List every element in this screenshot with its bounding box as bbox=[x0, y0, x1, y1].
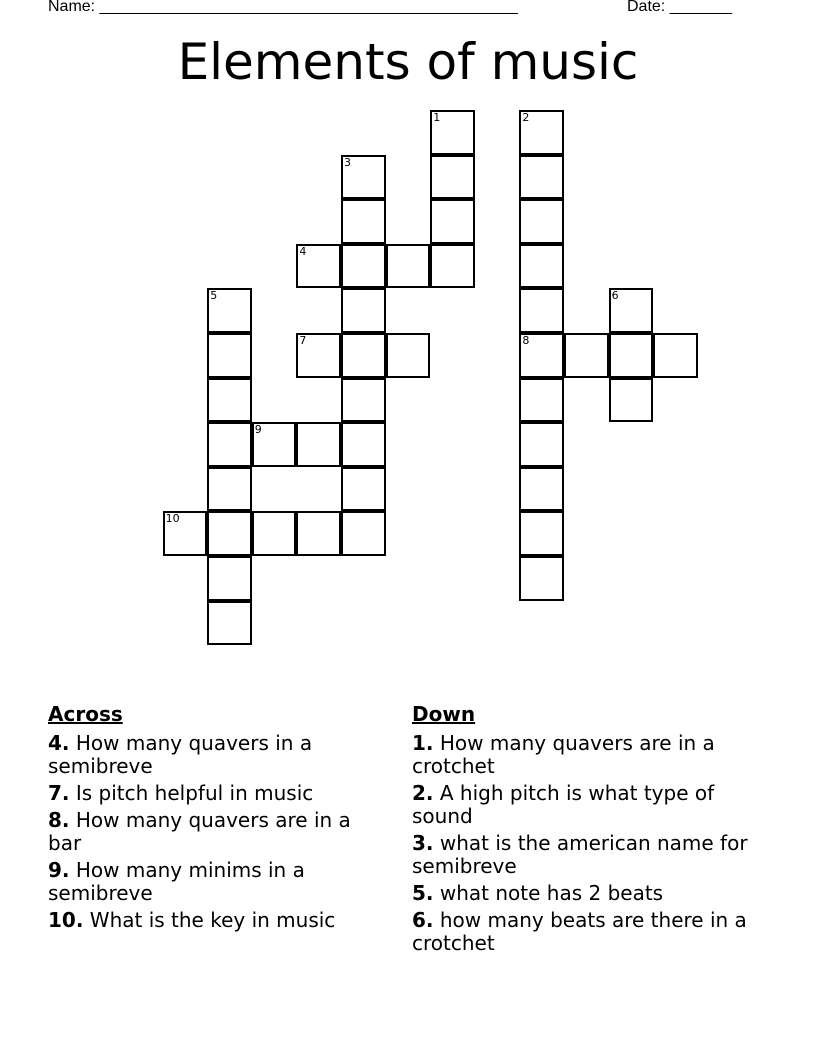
crossword-cell[interactable] bbox=[341, 422, 386, 467]
clue-text: How many quavers in a semibreve bbox=[48, 731, 313, 778]
clue-number: 7 bbox=[299, 334, 307, 347]
crossword-cell[interactable] bbox=[430, 199, 475, 244]
crossword-cell[interactable] bbox=[341, 199, 386, 244]
crossword-cell[interactable] bbox=[341, 378, 386, 423]
crossword-cell[interactable] bbox=[519, 556, 564, 601]
clue-number: 4. bbox=[48, 731, 70, 755]
crossword-cell[interactable] bbox=[519, 422, 564, 467]
clue-number: 7. bbox=[48, 781, 70, 805]
crossword-cell[interactable] bbox=[609, 333, 654, 378]
crossword-cell[interactable] bbox=[207, 333, 252, 378]
clue-text: What is the key in music bbox=[89, 908, 336, 932]
clue-text: How many quavers are in a crotchet bbox=[412, 731, 715, 778]
clue-text: what is the american name for semibreve bbox=[412, 831, 748, 878]
crossword-cell[interactable] bbox=[430, 244, 475, 289]
crossword-cell[interactable] bbox=[207, 422, 252, 467]
clue-text: A high pitch is what type of sound bbox=[412, 781, 715, 828]
across-clue bbox=[48, 732, 373, 778]
crossword-cell[interactable] bbox=[386, 244, 431, 289]
crossword-cell[interactable] bbox=[207, 601, 252, 646]
crossword-cell[interactable] bbox=[519, 155, 564, 200]
crossword-cell[interactable] bbox=[564, 333, 609, 378]
clue-text: How many minims in a semibreve bbox=[48, 858, 305, 905]
across-clue bbox=[48, 859, 373, 905]
crossword-cell[interactable] bbox=[341, 467, 386, 512]
crossword-cell[interactable] bbox=[609, 288, 654, 333]
crossword-cell[interactable] bbox=[341, 244, 386, 289]
across-clue bbox=[48, 809, 373, 855]
crossword-cell[interactable] bbox=[430, 155, 475, 200]
down-clue bbox=[412, 832, 757, 878]
clue-number: 4 bbox=[299, 244, 307, 258]
clue-text: how many beats are there in a crotchet bbox=[412, 908, 747, 955]
crossword-cell[interactable] bbox=[519, 244, 564, 289]
down-clue bbox=[412, 909, 757, 955]
clue-text: How many quavers are in a bar bbox=[48, 808, 351, 855]
crossword-cell[interactable] bbox=[341, 155, 386, 200]
crossword-cell[interactable] bbox=[296, 333, 341, 378]
clue-number: 5 bbox=[210, 289, 218, 303]
crossword-cell[interactable] bbox=[430, 110, 475, 155]
down-clue bbox=[412, 782, 757, 828]
clue-text: Is pitch helpful in music bbox=[75, 781, 314, 805]
clue-number: 8. bbox=[48, 808, 70, 832]
across-clue bbox=[48, 909, 373, 932]
across-clue-list bbox=[48, 732, 373, 932]
date-line: Date: _______ bbox=[627, 0, 732, 15]
down-clues bbox=[412, 702, 757, 959]
crossword-cell[interactable] bbox=[519, 288, 564, 333]
clue-number: 2 bbox=[522, 111, 530, 124]
clue-number: 6. bbox=[412, 908, 434, 932]
crossword-cell[interactable] bbox=[519, 333, 564, 378]
crossword-cell[interactable] bbox=[341, 511, 386, 556]
crossword-cell[interactable] bbox=[207, 467, 252, 512]
crossword-cell[interactable] bbox=[386, 333, 431, 378]
clue-text: what note has 2 beats bbox=[439, 881, 664, 905]
crossword-cell[interactable] bbox=[519, 199, 564, 244]
crossword-cell[interactable] bbox=[296, 244, 341, 289]
crossword-cell[interactable] bbox=[519, 511, 564, 556]
clue-number: 3 bbox=[344, 155, 351, 169]
clue-number: 6 bbox=[611, 289, 619, 303]
crossword-cell[interactable] bbox=[341, 288, 386, 333]
clue-number: 8 bbox=[522, 334, 530, 347]
page-title: Elements of music bbox=[177, 33, 639, 91]
clue-number: 1. bbox=[412, 731, 434, 755]
down-clue bbox=[412, 882, 757, 905]
down-clue-list bbox=[412, 732, 757, 955]
crossword-cell[interactable] bbox=[252, 511, 297, 556]
name-line: Name: _______________________________________________ bbox=[48, 0, 518, 15]
across-clues bbox=[48, 702, 373, 936]
clue-number: 10 bbox=[165, 512, 180, 526]
clue-number: 3. bbox=[412, 831, 434, 855]
crossword-cell[interactable] bbox=[519, 378, 564, 423]
crossword-cell[interactable] bbox=[163, 511, 208, 556]
down-clue bbox=[412, 732, 757, 778]
crossword-cell[interactable] bbox=[341, 333, 386, 378]
crossword-cell[interactable] bbox=[252, 422, 297, 467]
clue-number: 2. bbox=[412, 781, 434, 805]
crossword-cell[interactable] bbox=[296, 422, 341, 467]
across-heading: Across bbox=[48, 702, 123, 726]
clue-number: 1 bbox=[433, 111, 441, 124]
down-heading: Down bbox=[412, 702, 476, 726]
crossword-cell[interactable] bbox=[519, 110, 564, 155]
clue-number: 9 bbox=[254, 423, 262, 437]
crossword-cell[interactable] bbox=[296, 511, 341, 556]
crossword-cell[interactable] bbox=[609, 378, 654, 423]
crossword-cell[interactable] bbox=[207, 511, 252, 556]
crossword-cell[interactable] bbox=[653, 333, 698, 378]
across-clue bbox=[48, 782, 373, 805]
crossword-cell[interactable] bbox=[519, 467, 564, 512]
clue-number: 5. bbox=[412, 881, 434, 905]
crossword-cell[interactable] bbox=[207, 378, 252, 423]
clue-number: 9. bbox=[48, 858, 70, 882]
crossword-cell[interactable] bbox=[207, 556, 252, 601]
crossword-cell[interactable] bbox=[207, 288, 252, 333]
clue-number: 10. bbox=[48, 908, 84, 932]
